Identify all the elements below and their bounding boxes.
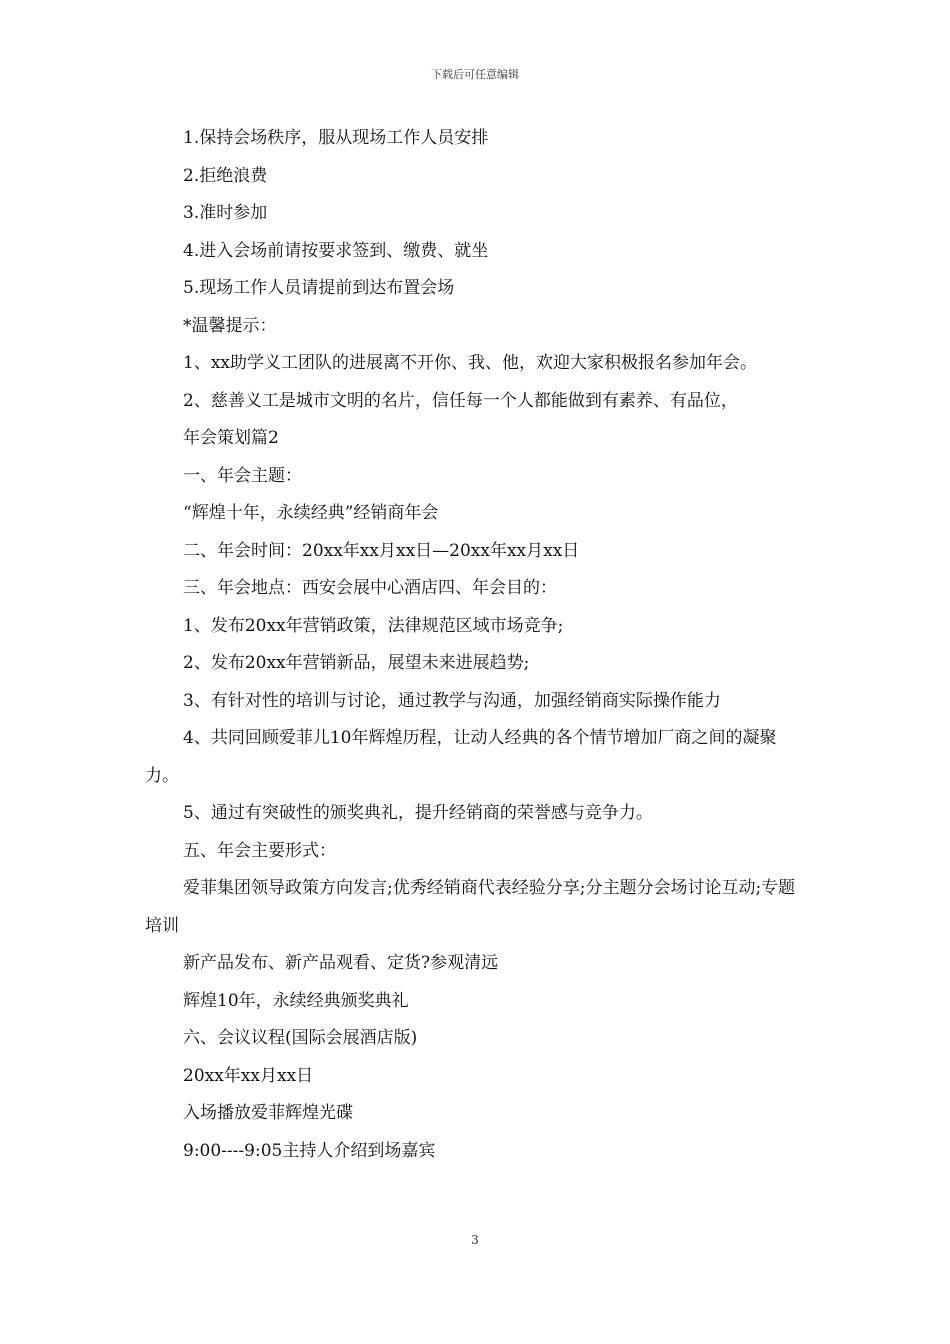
paragraph: 1.保持会场秩序，服从现场工作人员安排	[183, 128, 489, 148]
paragraph: 辉煌10年，永续经典颁奖典礼	[183, 990, 409, 1011]
paragraph: 5.现场工作人员请提前到达布置会场	[183, 278, 455, 298]
paragraph: 入场播放爱菲辉煌光碟	[183, 1103, 353, 1123]
page-number: 3	[471, 1233, 479, 1247]
paragraph: *温馨提示：	[183, 315, 277, 336]
paragraph: 3.准时参加	[183, 203, 268, 223]
section-heading: 年会策划篇2	[183, 428, 279, 448]
paragraph: 五、年会主要形式：	[183, 840, 336, 861]
paragraph: 2.拒绝浪费	[183, 165, 268, 186]
paragraph: 20xx年xx月xx日	[183, 1065, 314, 1086]
paragraph: 4.进入会场前请按要求签到、缴费、就坐	[183, 240, 489, 261]
paragraph: 新产品发布、新产品观看、定货?参观清远	[183, 953, 499, 973]
paragraph: 9:00----9:05主持人介绍到场嘉宾	[183, 1140, 436, 1161]
paragraph: “辉煌十年，永续经典”经销商年会	[183, 503, 439, 523]
paragraph: 爱菲集团领导政策方向发言;优秀经销商代表经验分享;分主题分会场讨论互动;专题培训	[145, 878, 796, 936]
paragraph: 1、xx助学义工团队的进展离不开你、我、他，欢迎大家积极报名参加年会。	[183, 353, 757, 373]
paragraph: 二、年会时间：20xx年xx月xx日—20xx年xx月xx日	[183, 540, 580, 561]
paragraph: 2、发布20xx年营销新品，展望未来进展趋势;	[183, 653, 530, 673]
header-note: 下载后可任意编辑	[431, 68, 519, 81]
document-body	[145, 120, 810, 1170]
paragraph: 5、通过有突破性的颁奖典礼，提升经销商的荣誉感与竞争力。	[183, 803, 653, 823]
paragraph: 1、发布20xx年营销政策，法律规范区域市场竞争;	[183, 615, 564, 636]
paragraph: 一、年会主题：	[183, 465, 302, 486]
paragraph: 4、共同回顾爱菲儿10年辉煌历程，让动人经典的各个情节增加厂商之间的凝聚力。	[145, 728, 777, 786]
paragraph: 2、慈善义工是城市文明的名片，信任每一个人都能做到有素养、有品位，	[183, 390, 738, 411]
paragraph: 三、年会地点：西安会展中心酒店四、年会目的：	[183, 578, 557, 598]
paragraph: 六、会议议程(国际会展酒店版)	[183, 1028, 418, 1048]
paragraph: 3、有针对性的培训与讨论，通过教学与沟通，加强经销商实际操作能力	[183, 690, 721, 711]
